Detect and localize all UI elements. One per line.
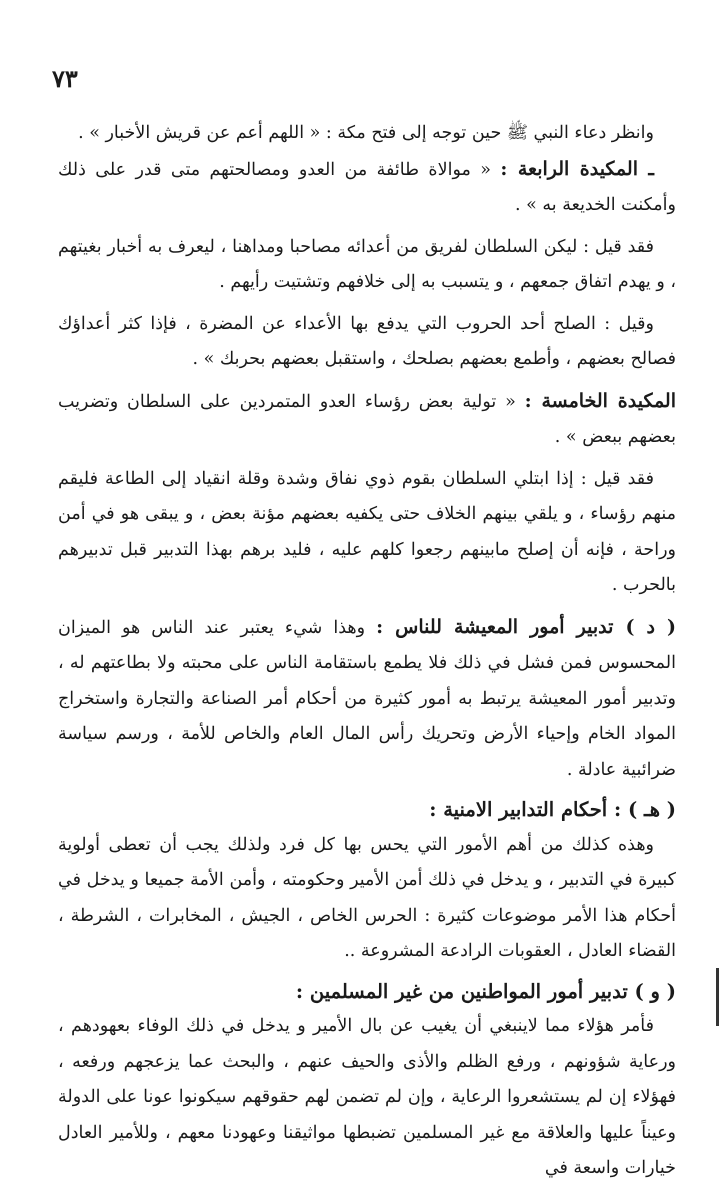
- paragraph-text: وهذا شيء يعتبر عند الناس هو الميزان المحسوس فمن فشل في ذلك فلا يطمع باستقامة الناس على محبته ولا بطاعتهم له ، وتدبير أمور المعيشة يرتبط به أمور كثيرة من أحكام أمر الصناعة والتجارة واستخراج المواد الخام وإحياء الأرض وتحريك رأس المال العام والخاص للأمة ، ورسم سياسة ضرائبية عادلة .: [58, 617, 676, 780]
- paragraph-fourth-stratagem: [58, 152, 676, 224]
- page-body: [58, 116, 676, 1187]
- paragraph-saying-discord: [58, 462, 676, 604]
- paragraph-livelihood: [58, 610, 676, 789]
- paragraph-saying-befriend: [58, 230, 676, 301]
- scan-edge-mark: [716, 968, 719, 1026]
- paragraph-text: فقد قيل : ليكن السلطان لفريق من أعدائه مصاحبا ومداهنا ، ليعرف به أخبار بغيتهم ، و يهدم اتفاق جمعهم ، و يتسبب به إلى خلافهم وتشتيت رأيهم .: [58, 236, 676, 292]
- paragraph-text: « موالاة طائفة من العدو ومصالحتهم متى قدر على ذلك وأمكنت الخديعة به » .: [58, 159, 676, 215]
- paragraph-text: وهذه كذلك من أهم الأمور التي يحس بها كل فرد ولذلك يجب أن تعطى أولوية كبيرة في التدبير ، و يدخل في ذلك أمن الأمير وحكومته ، وأمن الأمة جميعا و يدخل في أحكام هذا الأمر موضوعات كثيرة : الحرس الخاص ، الجيش ، المخابرات ، الشرطة ، القضاء العادل ، العقوبات الرادعة المشروعة ..: [58, 834, 676, 961]
- paragraph-saying-truce: [58, 307, 676, 378]
- section-label: ( د ) تدبير أمور المعيشة للناس :: [376, 615, 676, 638]
- paragraph-text: « تولية بعض رؤساء العدو المتمردين على السلطان وتضريب بعضهم ببعض » .: [58, 391, 676, 447]
- paragraph-fifth-stratagem: [58, 384, 676, 456]
- paragraph-security: [58, 828, 676, 970]
- section-title-non-muslims: ( و ) تدبير أمور المواطنين من غير المسلمين :: [295, 979, 676, 1003]
- page-number: ٧٣: [52, 64, 78, 93]
- section-title-security: ( هـ ) : أحكام التدابير الامنية :: [429, 798, 676, 821]
- paragraph-non-muslims: [58, 1009, 676, 1187]
- paragraph-text: فقد قيل : إذا ابتلي السلطان بقوم ذوي نفاق وشدة وقلة انقياد إلى الطاعة فليقم منهم رؤساء ، و يلقي بينهم الخلاف حتى يكفيه بعضهم مؤنة بعض ، و يبقى هو في أمن وراحة ، فإنه أن إصلح مابينهم رجعوا كلهم عليه ، فليد برهم بهذا التدبير قبل تدبيرهم بالحرب .: [58, 468, 676, 595]
- paragraph-text: وقيل : الصلح أحد الحروب التي يدفع بها الأعداء عن المضرة ، فإذا كثر أعداؤك فصالح بعضهم ، وأطمع بعضهم بصلحك ، واستقبل بعضهم بحربك » .: [58, 313, 676, 369]
- paragraph-prophet-prayer: [58, 116, 676, 152]
- paragraph-text: فأمر هؤلاء مما لاينبغي أن يغيب عن بال الأمير و يدخل في ذلك الوفاء بعهودهم ، ورعاية شؤونهم ، ورفع الظلم والأذى والحيف عنهم ، والبحث عما يزعجهم ورفعه ، فهؤلاء إن لم يستشعروا الرعاية ، وإن لم تضمن لهم حقوقهم سيكونوا عونا على الدولة وعيناً عليها والعلاقة مع غير المسلمين تضبطها مواثيقنا وعهودنا معهم ، وللأمير العادل خيارات واسعة في: [58, 1016, 676, 1178]
- section-label: ـ المكيدة الرابعة :: [500, 157, 654, 180]
- paragraph-text: وانظر دعاء النبي ﷺ حين توجه إلى فتح مكة : « اللهم أعم عن قريش الأخبار » .: [78, 123, 654, 143]
- section-label: المكيدة الخامسة :: [524, 389, 676, 412]
